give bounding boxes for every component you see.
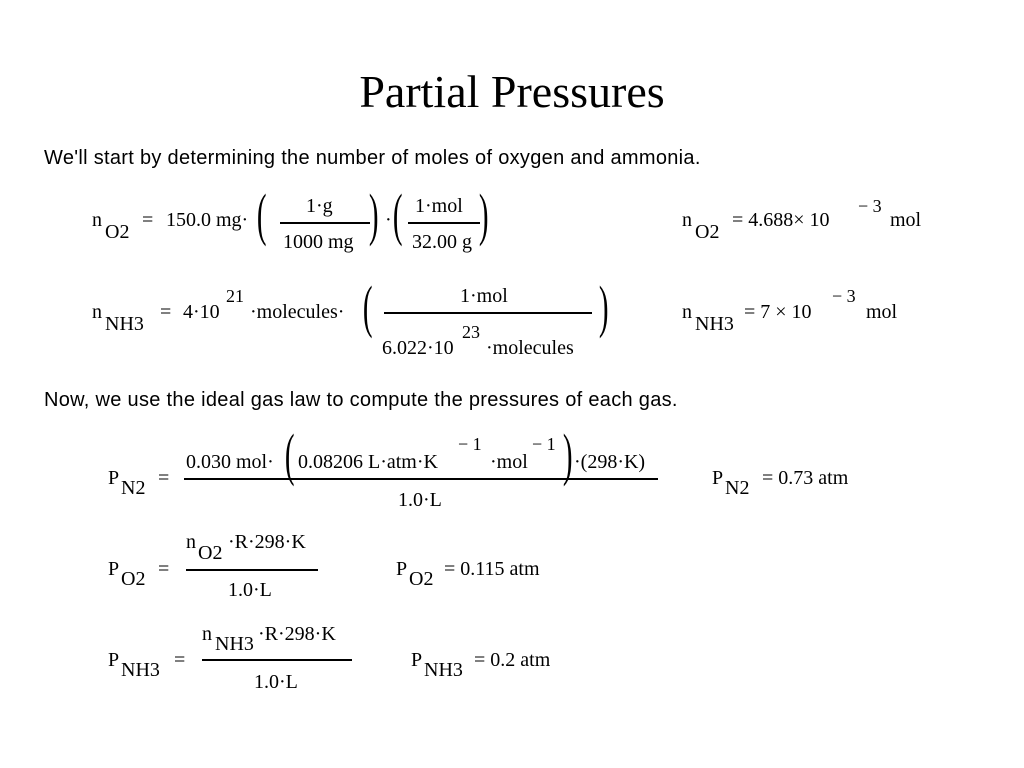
n-nh3-den-exponent: 23 xyxy=(462,322,480,342)
n-o2-lhs-sub: O2 xyxy=(105,221,130,243)
right-paren: ) xyxy=(478,182,489,247)
n-nh3-result-exponent: − 3 xyxy=(832,286,856,306)
n-nh3-den-avogadro: 6.022·10 xyxy=(382,337,454,359)
n-nh3-lhs-base: n xyxy=(92,301,102,323)
p-o2-equals: = xyxy=(158,558,170,580)
n-o2-result-exponent: − 3 xyxy=(858,196,882,216)
p-o2-num-base: n xyxy=(186,531,196,553)
p-nh3-result-base: P xyxy=(411,649,423,671)
p-n2-num-r: 0.08206 L·atm·K xyxy=(298,451,438,473)
right-paren: ) xyxy=(562,422,573,487)
p-o2-result-value: = 0.115 atm xyxy=(444,558,540,580)
p-o2-result-base: P xyxy=(396,558,408,580)
p-n2-num-temp: ·(298·K) xyxy=(574,451,646,473)
p-n2-result-value: = 0.73 atm xyxy=(762,467,849,489)
p-nh3-num-tail: ·R·298·K xyxy=(258,623,336,645)
n-nh3-molecules: ·molecules· xyxy=(250,301,345,323)
fraction-bar xyxy=(408,222,480,224)
n-nh3-result-value: = 7 × 10 xyxy=(744,301,812,323)
left-paren: ( xyxy=(392,182,403,247)
n-o2-lhs-base: n xyxy=(92,209,102,231)
left-paren: ( xyxy=(256,182,267,247)
n-o2-f2-num: 1·mol xyxy=(415,195,463,217)
n-o2-equals: = xyxy=(142,209,154,231)
p-n2-num-mol: ·mol xyxy=(490,451,528,473)
fraction-bar xyxy=(384,312,592,314)
n-o2-result-base: n xyxy=(682,209,692,231)
p-n2-result-base: P xyxy=(712,467,724,489)
p-n2-equals: = xyxy=(158,467,170,489)
n-nh3-result-base: n xyxy=(682,301,692,323)
p-o2-num-sub: O2 xyxy=(198,542,223,564)
fraction-bar xyxy=(184,478,658,480)
p-n2-num-exponent-mol: − 1 xyxy=(532,434,556,454)
n-nh3-lhs-sub: NH3 xyxy=(105,313,144,335)
n-o2-f2-den: 32.00 g xyxy=(412,231,472,253)
p-nh3-equals: = xyxy=(174,649,186,671)
fraction-bar xyxy=(202,659,352,661)
fraction-bar xyxy=(280,222,370,224)
p-n2-lhs-sub: N2 xyxy=(121,477,146,499)
n-o2-f1-num: 1·g xyxy=(306,195,333,217)
fraction-bar xyxy=(186,569,318,571)
slide-title: Partial Pressures xyxy=(359,66,665,117)
n-nh3-num: 1·mol xyxy=(460,285,508,307)
n-o2-dot: · xyxy=(385,209,392,231)
right-paren: ) xyxy=(368,182,379,247)
n-o2-result-unit: mol xyxy=(890,209,922,231)
p-n2-result-sub: N2 xyxy=(725,477,750,499)
n-nh3-result-sub: NH3 xyxy=(695,313,734,335)
left-paren: ( xyxy=(284,422,295,487)
p-n2-num-moles: 0.030 mol· xyxy=(186,451,274,473)
n-o2-f1-den: 1000 mg xyxy=(283,231,354,253)
n-nh3-equals: = xyxy=(160,301,172,323)
n-nh3-result-unit: mol xyxy=(866,301,898,323)
p-nh3-den: 1.0·L xyxy=(254,671,298,693)
n-o2-mass: 150.0 mg· xyxy=(166,209,249,231)
n-nh3-count: 4·10 xyxy=(183,301,220,323)
intro-text-pressures: Now, we use the ideal gas law to compute the pressures of each gas. xyxy=(44,389,678,411)
n-o2-result-value: = 4.688× 10 xyxy=(732,209,830,231)
p-nh3-num-base: n xyxy=(202,623,212,645)
p-o2-result-sub: O2 xyxy=(409,568,434,590)
p-nh3-result-sub: NH3 xyxy=(424,659,463,681)
p-o2-den: 1.0·L xyxy=(228,579,272,601)
p-n2-den: 1.0·L xyxy=(398,489,442,511)
p-n2-num-exponent-k: − 1 xyxy=(458,434,482,454)
p-nh3-result-value: = 0.2 atm xyxy=(474,649,551,671)
p-nh3-lhs-sub: NH3 xyxy=(121,659,160,681)
left-paren: ( xyxy=(362,274,373,339)
p-o2-lhs-sub: O2 xyxy=(121,568,146,590)
n-o2-result-sub: O2 xyxy=(695,221,720,243)
intro-text-moles: We'll start by determining the number of moles of oxygen and ammonia. xyxy=(44,147,701,169)
p-nh3-lhs-base: P xyxy=(108,649,120,671)
right-paren: ) xyxy=(598,274,609,339)
p-n2-lhs-base: P xyxy=(108,467,120,489)
p-o2-lhs-base: P xyxy=(108,558,120,580)
n-nh3-den-molecules: ·molecules xyxy=(486,337,574,359)
p-o2-num-tail: ·R·298·K xyxy=(228,531,306,553)
p-nh3-num-sub: NH3 xyxy=(215,633,254,655)
n-nh3-count-exponent: 21 xyxy=(226,286,244,306)
